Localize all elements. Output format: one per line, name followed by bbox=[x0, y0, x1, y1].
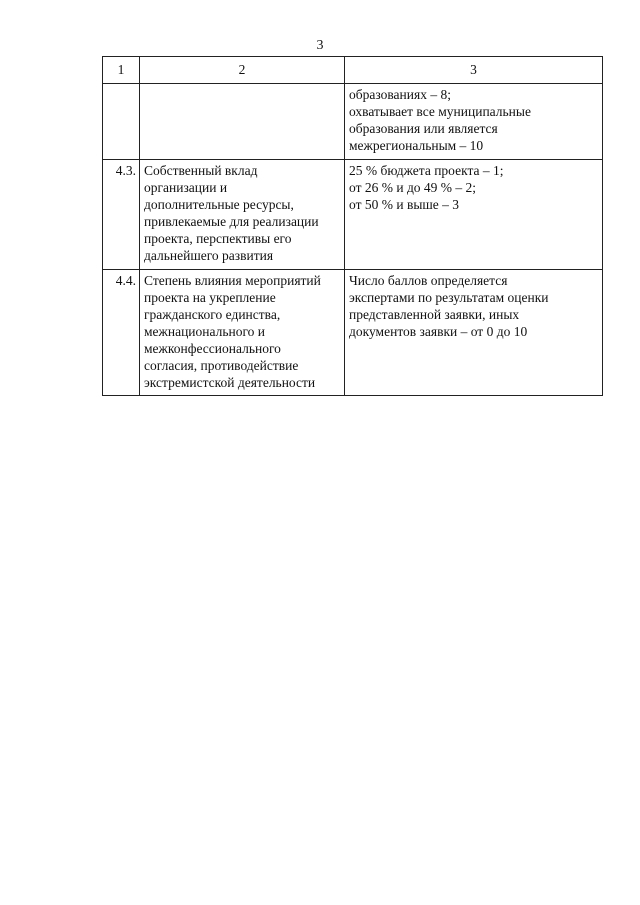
criteria-table bbox=[102, 56, 603, 396]
scoring-line: образования или является bbox=[349, 121, 498, 136]
criterion-line: проекта, перспективы его bbox=[144, 231, 292, 246]
criterion-cell bbox=[140, 160, 345, 270]
criterion-line: межконфессионального bbox=[144, 341, 281, 356]
column-header-3: 3 bbox=[345, 57, 603, 84]
scoring-cell bbox=[345, 84, 603, 160]
scoring-cell bbox=[345, 270, 603, 396]
table-row-4-3 bbox=[103, 160, 603, 270]
column-header-1: 1 bbox=[103, 57, 140, 84]
scoring-line: документов заявки – от 0 до 10 bbox=[349, 324, 528, 339]
scoring-line: Число баллов определяется bbox=[349, 273, 508, 288]
scoring-cell bbox=[345, 160, 603, 270]
criterion-cell bbox=[140, 84, 345, 160]
criterion-line: экстремистской деятельности bbox=[144, 375, 316, 390]
row-number-cell: 4.4. bbox=[103, 270, 140, 396]
table-row-continuation bbox=[103, 84, 603, 160]
scoring-line: от 26 % и до 49 % – 2; bbox=[349, 180, 477, 195]
criterion-line: Собственный вклад bbox=[144, 163, 258, 178]
table-header-row bbox=[103, 57, 603, 84]
criterion-line: привлекаемые для реализации bbox=[144, 214, 319, 229]
scoring-line: межрегиональным – 10 bbox=[349, 138, 484, 153]
criterion-line: гражданского единства, bbox=[144, 307, 281, 322]
row-number-cell bbox=[103, 84, 140, 160]
scoring-line: 25 % бюджета проекта – 1; bbox=[349, 163, 504, 178]
criterion-line: дополнительные ресурсы, bbox=[144, 197, 294, 212]
criterion-line: проекта на укрепление bbox=[144, 290, 276, 305]
scoring-line: образованиях – 8; bbox=[349, 87, 451, 102]
page-number: 3 bbox=[316, 38, 324, 53]
criterion-line: организации и bbox=[144, 180, 228, 195]
column-header-2: 2 bbox=[140, 57, 345, 84]
scoring-line: экспертами по результатам оценки bbox=[349, 290, 549, 305]
row-number-cell: 4.3. bbox=[103, 160, 140, 270]
criterion-line: межнационального и bbox=[144, 324, 266, 339]
criterion-cell bbox=[140, 270, 345, 396]
scoring-line: от 50 % и выше – 3 bbox=[349, 197, 460, 212]
table-row-4-4 bbox=[103, 270, 603, 396]
criterion-line: дальнейшего развития bbox=[144, 248, 274, 263]
scoring-line: представленной заявки, иных bbox=[349, 307, 520, 322]
scoring-line: охватывает все муниципальные bbox=[349, 104, 531, 119]
criterion-line: Степень влияния мероприятий bbox=[144, 273, 321, 288]
criterion-line: согласия, противодействие bbox=[144, 358, 299, 373]
